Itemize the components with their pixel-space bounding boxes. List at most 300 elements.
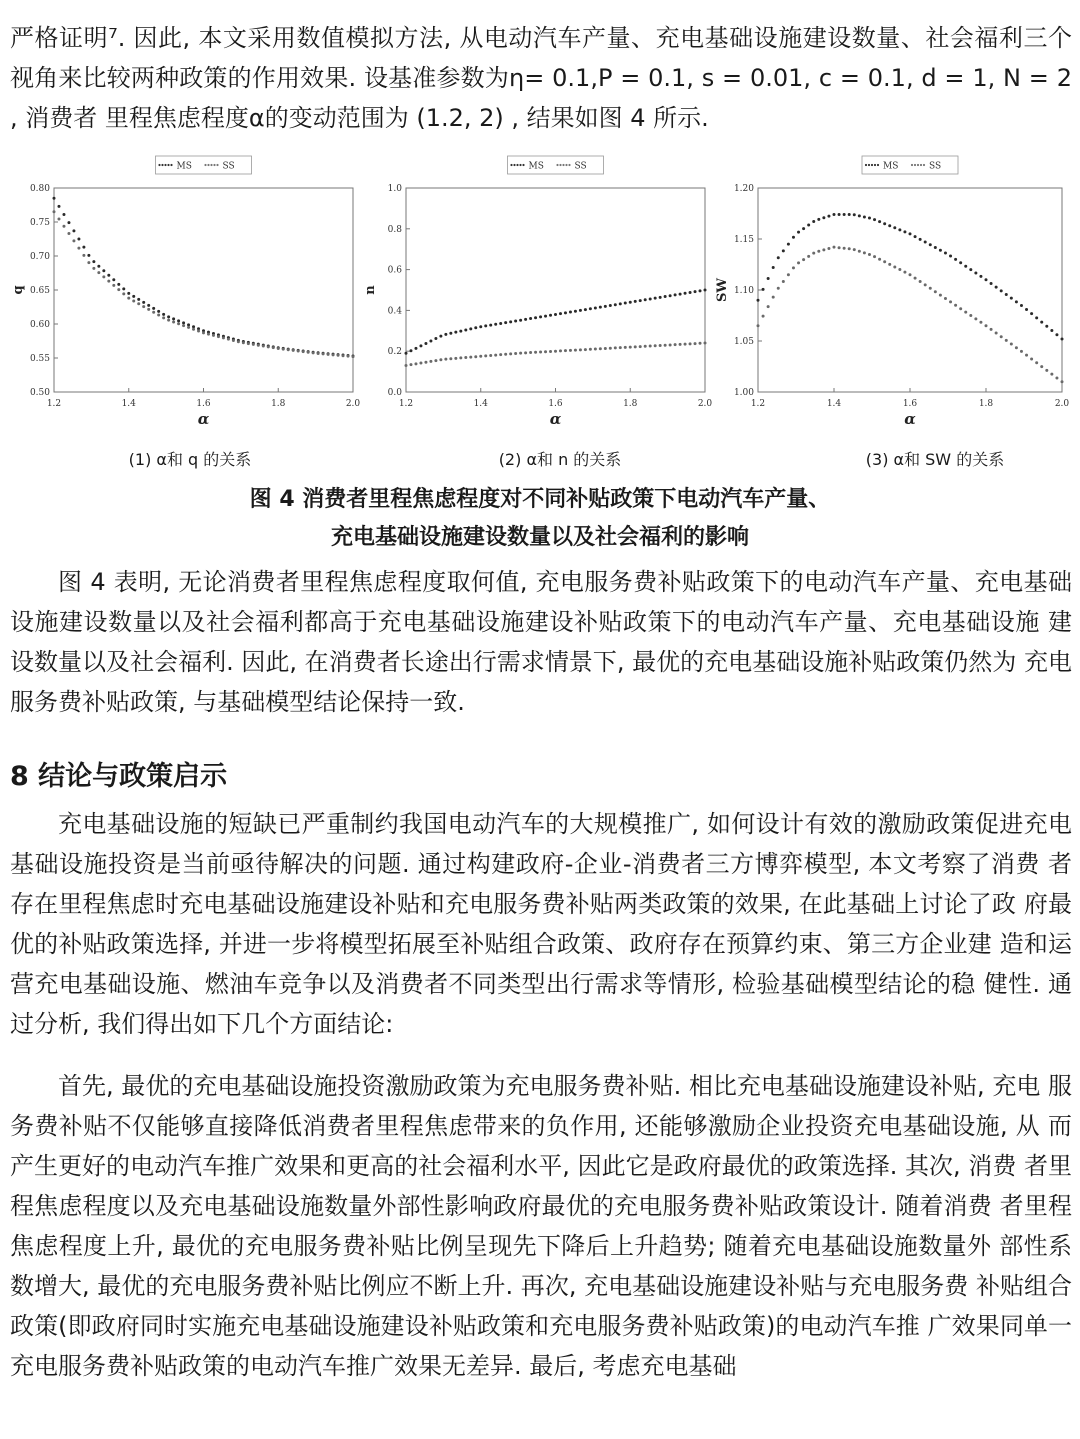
legend-marker <box>562 164 564 166</box>
data-point <box>1000 289 1003 292</box>
y-tick-label: 0.6 <box>387 265 402 276</box>
data-point <box>664 344 667 347</box>
x-tick-label: 2.0 <box>345 399 361 409</box>
data-point <box>414 347 417 350</box>
data-point <box>1030 312 1033 315</box>
data-point <box>67 221 70 224</box>
data-point <box>539 351 542 354</box>
data-point <box>77 247 80 250</box>
y-tick-label: 1.10 <box>733 286 754 296</box>
data-point <box>439 335 442 338</box>
data-point <box>929 287 932 290</box>
data-point <box>604 305 607 308</box>
data-point <box>767 277 770 280</box>
data-point <box>474 355 477 358</box>
y-tick-label: 1.05 <box>733 337 754 347</box>
data-point <box>995 332 998 335</box>
data-point <box>817 250 820 253</box>
data-point <box>162 313 165 316</box>
data-point <box>62 225 65 228</box>
data-point <box>985 324 988 327</box>
data-point <box>689 342 692 345</box>
data-point <box>524 318 527 321</box>
data-point <box>559 312 562 315</box>
data-point <box>644 298 647 301</box>
data-point <box>848 247 851 250</box>
data-point <box>524 351 527 354</box>
data-point <box>909 273 912 276</box>
y-tick-label: 0.60 <box>29 320 50 330</box>
data-point <box>252 343 255 346</box>
data-point <box>1045 325 1048 328</box>
data-point <box>959 307 962 310</box>
data-point <box>919 238 922 241</box>
data-point <box>762 315 765 318</box>
data-point <box>499 353 502 356</box>
data-point <box>944 297 947 300</box>
data-point <box>629 301 632 304</box>
data-point <box>939 249 942 252</box>
data-point <box>424 342 427 345</box>
plot-frame <box>758 188 1062 392</box>
data-point <box>409 363 412 366</box>
data-point <box>704 342 707 345</box>
x-tick-label: 1.4 <box>473 399 488 409</box>
data-point <box>469 327 472 330</box>
data-point <box>327 353 330 356</box>
data-point <box>699 342 702 345</box>
data-point <box>792 236 795 239</box>
data-point <box>137 298 140 301</box>
data-point <box>132 299 135 302</box>
data-point <box>1025 308 1028 311</box>
data-point <box>347 355 350 358</box>
data-point <box>87 261 90 264</box>
data-point <box>649 297 652 300</box>
data-point <box>589 348 592 351</box>
data-point <box>949 300 952 303</box>
data-point <box>812 252 815 255</box>
y-tick-label: 0.0 <box>387 388 402 398</box>
x-tick-label: 1.8 <box>623 399 638 409</box>
y-tick-label: 0.65 <box>29 286 50 296</box>
data-point <box>479 325 482 328</box>
data-point <box>888 263 891 266</box>
data-point <box>674 293 677 296</box>
legend-label: SS <box>929 161 942 172</box>
data-point <box>584 308 587 311</box>
data-point <box>1040 365 1043 368</box>
data-point <box>974 317 977 320</box>
y-tick-label: 1.15 <box>733 235 754 245</box>
y-tick-label: 0.8 <box>387 224 402 235</box>
data-point <box>444 358 447 361</box>
data-point <box>419 362 422 365</box>
data-point <box>939 294 942 297</box>
data-point <box>534 351 537 354</box>
subcaption-3: (3) α和 SW 的关系 <box>865 450 1005 469</box>
subcaption-1: (1) α和 q 的关系 <box>128 450 252 469</box>
data-point <box>679 343 682 346</box>
data-point <box>504 353 507 356</box>
data-point <box>914 277 917 280</box>
data-point <box>934 290 937 293</box>
data-point <box>777 256 780 259</box>
data-point <box>237 340 240 343</box>
data-point <box>564 349 567 352</box>
data-point <box>878 220 881 223</box>
y-axis-label: q <box>11 285 26 295</box>
data-point <box>634 300 637 303</box>
data-point <box>352 355 355 358</box>
y-tick-label: 0.70 <box>29 252 50 262</box>
data-point <box>639 299 642 302</box>
data-point <box>127 292 130 295</box>
data-point <box>614 303 617 306</box>
data-point <box>802 258 805 261</box>
legend-label: MS <box>176 161 192 172</box>
data-point <box>1050 329 1053 332</box>
legend-marker <box>516 164 518 166</box>
data-point <box>519 319 522 322</box>
data-point <box>192 328 195 331</box>
data-point <box>1010 343 1013 346</box>
data-point <box>554 313 557 316</box>
y-axis-label: n <box>363 285 378 295</box>
data-point <box>863 251 866 254</box>
legend-marker <box>164 164 166 166</box>
data-point <box>624 346 627 349</box>
data-point <box>684 343 687 346</box>
data-point <box>782 249 785 252</box>
data-point <box>62 213 65 216</box>
data-point <box>53 210 56 213</box>
data-point <box>337 354 340 357</box>
legend-marker <box>917 164 919 166</box>
plot-frame <box>54 188 353 392</box>
data-point <box>1061 337 1064 340</box>
data-point <box>792 266 795 269</box>
data-point <box>893 226 896 229</box>
legend-marker <box>556 164 558 166</box>
legend-label: MS <box>528 161 544 172</box>
legend-marker <box>565 164 567 166</box>
data-point <box>853 248 856 251</box>
data-point <box>1005 293 1008 296</box>
data-point <box>954 304 957 307</box>
data-point <box>242 341 245 344</box>
data-point <box>924 283 927 286</box>
data-point <box>469 356 472 359</box>
data-point <box>409 349 412 352</box>
conclusion-paragraph-2: 首先, 最优的充电基础设施投资激励政策为充电服务费补贴. 相比充电基础设施建设补贴, 充电 服务费补贴不仅能够直接降低消费者里程焦虑带来的负作用, 还能够激励企业投资充电基础设施, 从 而产生更好的电动汽车推广效果和更高的社会福利水平, 因此它是政府最优的政策选择. 其次, 消费 者里程焦虑程度以及充电基础设施数量外部性影响政府最优的充电服务费补贴政策设计. 随着消费 者里程焦虑程度上升, 最优的充电服务费补贴比例呈现先下降后上升趋势; 随着充电基础设施数量外 部性系数增大, 最优的充电服务费补贴比例应不断上升. 再次, 充电基础设施建设补贴与充电服务费 补贴组合政策(即政府同时实施充电基础设施建设补贴政策和充电服务费补贴政策)的电动汽车推 广效果同单一充电服务费补贴政策的电动汽车推广效果无差异. 最后, 考虑充电基础 <box>10 1072 1072 1380</box>
legend-marker <box>871 164 873 166</box>
data-point <box>489 354 492 357</box>
data-point <box>858 250 861 253</box>
data-point <box>564 311 567 314</box>
data-point <box>990 282 993 285</box>
data-point <box>599 347 602 350</box>
data-point <box>827 247 830 250</box>
data-point <box>1015 300 1018 303</box>
data-point <box>167 315 170 318</box>
data-point <box>812 220 815 223</box>
data-point <box>57 218 60 221</box>
data-point <box>419 344 422 347</box>
data-point <box>833 246 836 249</box>
data-point <box>87 254 90 257</box>
data-point <box>117 288 120 291</box>
data-point <box>679 293 682 296</box>
data-point <box>429 360 432 363</box>
data-point <box>222 336 225 339</box>
legend-marker <box>216 164 218 166</box>
data-point <box>172 320 175 323</box>
data-point <box>969 268 972 271</box>
legend-marker <box>868 164 870 166</box>
section-heading: 8 结论与政策启示 <box>10 761 228 792</box>
data-point <box>232 339 235 342</box>
data-point <box>514 352 517 355</box>
conclusion-paragraph-1: 充电基础设施的短缺已严重制约我国电动汽车的大规模推广, 如何设计有效的激励政策促进充电基础设施投资是当前亟待解决的问题. 通过构建政府-企业-消费者三方博弈模型, 本文考察了消费 者存在里程焦虑时充电基础设施建设补贴和充电服务费补贴两类政策的效果, 在此基础上讨论了政 府最优的补贴政策选择, 并进一步将模型拓展至补贴组合政策、政府存在预算约束、第三方企业建 造和运营充电基础设施、燃油车竞争以及消费者不同类型出行需求等情形, 检验基础模型结论的稳 健性. 通过分析, 我们得出如下几个方面结论: <box>10 810 1072 1038</box>
legend-marker <box>204 164 206 166</box>
data-point <box>112 284 115 287</box>
data-point <box>257 344 260 347</box>
data-point <box>207 333 210 336</box>
data-point <box>817 218 820 221</box>
data-point <box>429 340 432 343</box>
data-point <box>434 359 437 362</box>
chart-alpha-q <box>8 150 363 440</box>
data-point <box>107 280 110 283</box>
x-axis-label: α <box>904 410 916 428</box>
data-point <box>312 351 315 354</box>
data-point <box>514 320 517 323</box>
data-point <box>554 350 557 353</box>
data-point <box>868 217 871 220</box>
data-point <box>924 241 927 244</box>
data-point <box>117 283 120 286</box>
data-point <box>1050 373 1053 376</box>
data-point <box>247 342 250 345</box>
x-tick-label: 1.2 <box>750 399 766 409</box>
data-point <box>694 342 697 345</box>
figure-caption-line-2: 充电基础设施建设数量以及社会福利的影响 <box>330 525 749 550</box>
data-point <box>878 258 881 261</box>
legend-marker <box>877 164 879 166</box>
data-point <box>509 320 512 323</box>
data-point <box>92 260 95 263</box>
data-point <box>529 351 532 354</box>
data-point <box>292 349 295 352</box>
data-point <box>649 345 652 348</box>
legend-label: SS <box>574 161 587 172</box>
x-tick-label: 1.6 <box>196 399 211 409</box>
data-point <box>684 292 687 295</box>
data-point <box>97 271 100 274</box>
legend-marker <box>510 164 512 166</box>
data-point <box>212 334 215 337</box>
data-point <box>909 232 912 235</box>
legend-marker <box>874 164 876 166</box>
data-point <box>177 322 180 325</box>
data-point <box>107 274 110 277</box>
data-point <box>67 232 70 235</box>
data-point <box>1035 316 1038 319</box>
data-point <box>434 337 437 340</box>
y-tick-label: 0.75 <box>29 218 50 228</box>
data-point <box>883 222 886 225</box>
data-point <box>272 346 275 349</box>
data-point <box>985 278 988 281</box>
x-tick-label: 1.8 <box>978 399 994 409</box>
data-point <box>509 352 512 355</box>
data-point <box>674 343 677 346</box>
data-point <box>454 331 457 334</box>
data-point <box>57 205 60 208</box>
legend-marker <box>519 164 521 166</box>
data-point <box>82 246 85 249</box>
data-point <box>529 317 532 320</box>
legend-marker <box>522 164 524 166</box>
data-point <box>122 292 125 295</box>
legend-marker <box>513 164 515 166</box>
data-point <box>579 309 582 312</box>
data-point <box>822 248 825 251</box>
x-tick-label: 1.6 <box>902 399 918 409</box>
legend-marker <box>207 164 209 166</box>
data-point <box>843 213 846 216</box>
data-point <box>699 289 702 292</box>
data-point <box>102 275 105 278</box>
legend-marker <box>923 164 925 166</box>
legend-label: SS <box>222 161 235 172</box>
data-point <box>767 305 770 308</box>
chart-alpha-sw <box>712 150 1072 440</box>
data-point <box>772 266 775 269</box>
data-point <box>762 288 765 291</box>
data-point <box>797 261 800 264</box>
chart-legend <box>862 156 958 174</box>
data-point <box>405 364 408 367</box>
data-point <box>757 299 760 302</box>
data-point <box>604 347 607 350</box>
data-point <box>464 328 467 331</box>
y-tick-label: 1.00 <box>733 388 754 398</box>
data-point <box>827 215 830 218</box>
data-point <box>332 353 335 356</box>
data-point <box>414 362 417 365</box>
data-point <box>147 304 150 307</box>
data-point <box>53 197 56 200</box>
data-point <box>499 322 502 325</box>
data-point <box>654 297 657 300</box>
data-point <box>494 354 497 357</box>
data-point <box>72 239 75 242</box>
data-point <box>162 316 165 319</box>
data-point <box>949 255 952 258</box>
data-point <box>639 345 642 348</box>
legend-marker <box>210 164 212 166</box>
legend-marker <box>158 164 160 166</box>
data-point <box>1030 357 1033 360</box>
data-point <box>137 302 140 305</box>
data-point <box>167 319 170 322</box>
data-point <box>609 347 612 350</box>
data-point <box>873 218 876 221</box>
legend-marker <box>911 164 913 166</box>
data-point <box>619 302 622 305</box>
data-point <box>954 258 957 261</box>
y-tick-label: 0.55 <box>29 354 50 364</box>
data-point <box>589 307 592 310</box>
data-point <box>484 354 487 357</box>
legend-label: MS <box>883 161 899 172</box>
data-point <box>664 295 667 298</box>
data-point <box>474 326 477 329</box>
data-point <box>342 354 345 357</box>
data-point <box>995 286 998 289</box>
data-point <box>654 344 657 347</box>
data-point <box>405 352 408 355</box>
x-tick-label: 2.0 <box>697 399 713 409</box>
data-point <box>1040 321 1043 324</box>
data-point <box>979 275 982 278</box>
data-point <box>449 332 452 335</box>
data-point <box>187 326 190 329</box>
data-point <box>974 272 977 275</box>
legend-marker <box>568 164 570 166</box>
data-point <box>484 324 487 327</box>
data-point <box>559 349 562 352</box>
data-point <box>797 231 800 234</box>
data-point <box>594 306 597 309</box>
data-point <box>898 228 901 231</box>
data-point <box>777 287 780 290</box>
data-point <box>594 348 597 351</box>
data-point <box>858 214 861 217</box>
legend-marker <box>914 164 916 166</box>
legend-marker <box>167 164 169 166</box>
data-point <box>929 243 932 246</box>
data-point <box>459 330 462 333</box>
data-point <box>479 355 482 358</box>
data-point <box>1005 339 1008 342</box>
data-point <box>787 243 790 246</box>
data-point <box>544 315 547 318</box>
data-point <box>182 321 185 324</box>
data-point <box>1061 380 1064 383</box>
data-point <box>1020 350 1023 353</box>
data-point <box>262 345 265 348</box>
data-point <box>704 289 707 292</box>
data-point <box>277 347 280 350</box>
data-point <box>624 302 627 305</box>
x-tick-label: 2.0 <box>1054 399 1070 409</box>
data-point <box>82 254 85 257</box>
data-point <box>903 230 906 233</box>
data-point <box>757 324 760 327</box>
data-point <box>157 314 160 317</box>
data-point <box>619 346 622 349</box>
data-point <box>802 227 805 230</box>
data-point <box>772 296 775 299</box>
data-point <box>868 253 871 256</box>
data-point <box>807 255 810 258</box>
data-point <box>807 224 810 227</box>
data-point <box>644 345 647 348</box>
data-point <box>202 331 205 334</box>
